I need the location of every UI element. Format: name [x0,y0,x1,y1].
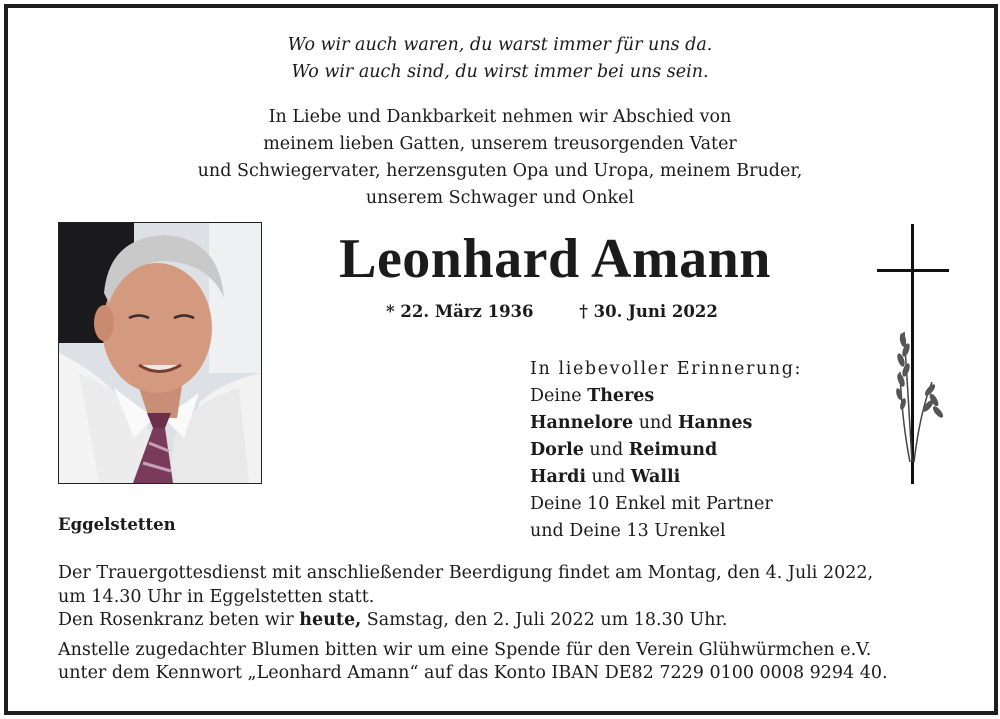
mourner-name: Dorle [530,440,584,460]
mourner-line [530,383,802,410]
mourner-name: Hannes [678,413,753,433]
mourners-list [530,356,802,545]
mourner-line: Deine 10 Enkel mit Partner [530,494,773,514]
cross-with-wheat-icon [872,222,954,487]
death-date: † 30. Juni 2022 [579,302,718,321]
rosary-today: heute, [299,610,362,630]
intro-line: meinem lieben Gatten, unserem treusorgenden Vater [263,134,737,154]
rosary-text: Den Rosenkranz beten wir [58,610,300,630]
life-dates [386,302,718,321]
cross-drawing [872,222,954,487]
mourner-name: Reimund [628,440,718,460]
mourner-text: Deine [530,386,588,406]
motto-line: Wo wir auch sind, du wirst immer bei uns sein. [291,62,709,82]
mourner-name: Theres [587,386,655,406]
mourner-name: Hannelore [530,413,634,433]
service-info [58,562,958,686]
intro-line: und Schwiegervater, herzensguten Opa und Uropa, meinem Bruder, [197,161,803,181]
mourner-name: Hardi [530,467,586,487]
mourner-line [530,464,802,491]
deceased-name: Leonhard Amann [339,228,771,290]
mourner-text: und [583,440,629,460]
intro-line: unserem Schwager und Onkel [365,188,635,208]
motto-line: Wo wir auch waren, du warst immer für uns da. [287,35,713,55]
mourner-name: Walli [630,467,681,487]
mourner-line [530,410,802,437]
service-line: um 14.30 Uhr in Eggelstetten statt. [58,586,375,607]
birth-date: * 22. März 1936 [386,302,534,321]
mourner-text: und [633,413,679,433]
mourner-text: und [585,467,631,487]
donation-line: Anstelle zugedachter Blumen bitten wir um eine Spende für den Verein Glühwürmchen e.V. [58,639,872,660]
service-line: Der Trauergottesdienst mit anschließender Beerdigung findet am Montag, den 4. Juli 2022, [58,563,874,583]
intro-line: In Liebe und Dankbarkeit nehmen wir Abschied von [268,107,732,127]
donation-line: unter dem Kennwort „Leonhard Amann“ auf das Konto IBAN DE82 7229 0100 0008 9294 40. [58,663,888,683]
motto [0,32,1000,86]
intro-text [0,104,1000,212]
mourners-heading: In liebevoller Erinnerung: [530,359,802,379]
place-name: Eggelstetten [58,515,176,534]
rosary-text: Samstag, den 2. Juli 2022 um 18.30 Uhr. [361,610,728,630]
mourner-line [530,437,802,464]
rosary-line [58,609,958,633]
mourner-line: und Deine 13 Urenkel [530,521,726,541]
